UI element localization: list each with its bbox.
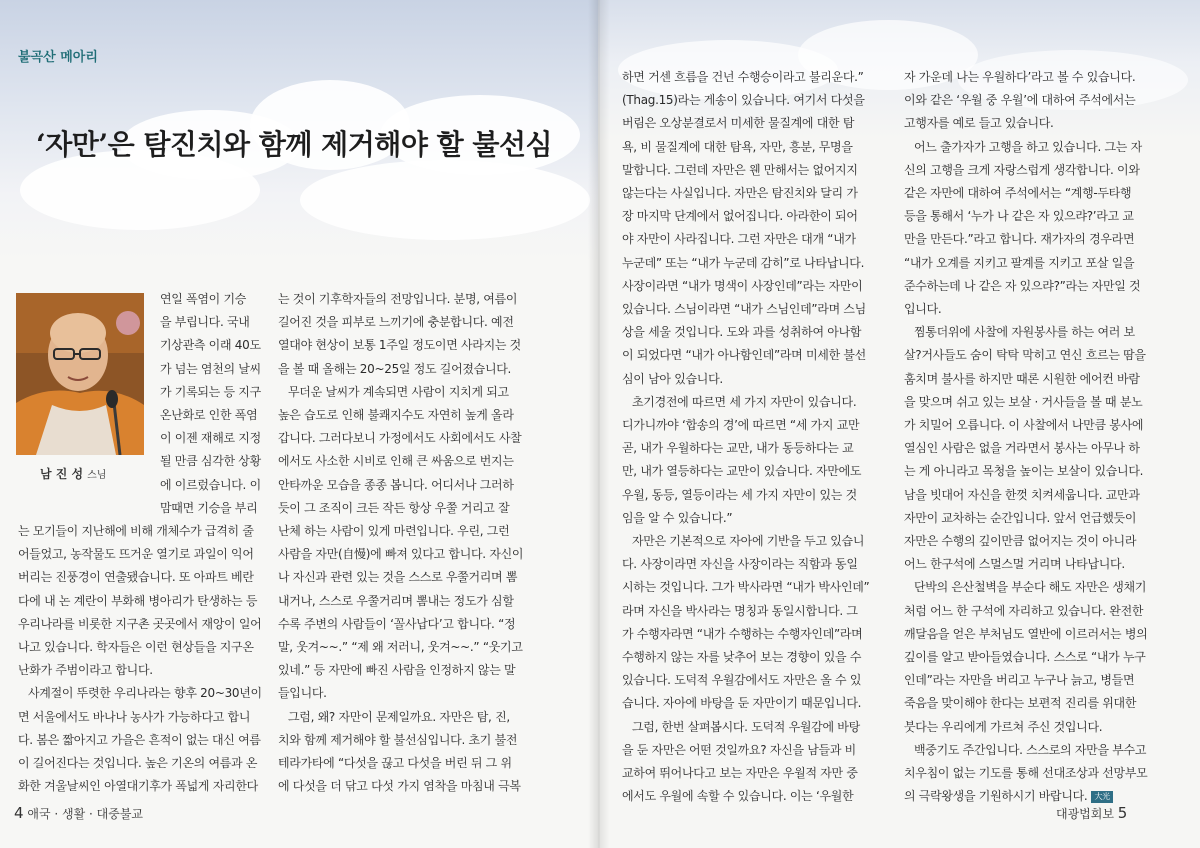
text-line: 누군데” 또는 “내가 누군데 감히”로 나타납니다. xyxy=(622,255,865,270)
text-line: 초기경전에 따르면 세 가지 자만이 있습니다. xyxy=(632,394,857,409)
text-line: 훔치며 불사를 하지만 때론 시원한 에어컨 바람 xyxy=(904,371,1140,386)
text-line: 무더운 날씨가 계속되면 사람이 지치게 되고 xyxy=(288,384,509,399)
text-line: 는 모기들이 지난해에 비해 개체수가 급격히 줄 xyxy=(18,524,254,539)
text-line: 나고 있습니다. 학자들은 이런 현상들을 지구온 xyxy=(18,640,254,655)
text-line: 있습니다. 도덕적 우월감에서도 자만은 올 수 있 xyxy=(622,673,862,688)
text-line-last: 의 극락왕생을 기원하시기 바랍니다. xyxy=(904,789,1088,804)
text-line: 치와 함께 제거해야 할 불선심입니다. 초기 불전 xyxy=(278,732,518,747)
text-line: 그럼, 한번 살펴봅시다. 도덕적 우월감에 바탕 xyxy=(632,719,860,734)
text-line: 테라가타에 “다섯을 끊고 다섯을 버린 뒤 그 위 xyxy=(278,756,512,771)
text-line: 열대야 현상이 보통 1주일 정도이면 사라지는 것 xyxy=(278,338,521,353)
text-line: 죽음을 맞이해야 한다는 보편적 진리를 위대한 xyxy=(904,696,1137,711)
text-line: 어느 출가자가 고행을 하고 있습니다. 그는 자 xyxy=(914,139,1142,154)
text-line: 이 길어진다는 것입니다. 높은 기온의 여름과 온 xyxy=(18,756,258,771)
text-line: 난체 하는 사람이 있게 마련입니다. 우린, 그런 xyxy=(278,524,510,539)
text-line: 인데”라는 자만을 버리고 누구나 늙고, 병들면 xyxy=(904,673,1135,688)
text-line: 가 수행자라면 “내가 수행하는 수행자인데”라며 xyxy=(622,626,863,641)
text-line: 있네.” 등 자만에 빠진 사람을 인정하지 않는 말 xyxy=(278,663,516,678)
series-label: 불곡산 메아리 xyxy=(18,50,98,65)
text-line: 디가니까야 ‘합송의 경’에 따르면 “세 가지 교만 xyxy=(622,418,860,433)
text-line: 을 맞으며 쉬고 있는 보살 · 거사들을 볼 때 분노 xyxy=(904,394,1143,409)
text-line: 온난화로 인한 폭염 xyxy=(160,408,258,423)
text-line: 치우침이 없는 기도를 통해 선대조상과 선망부모 xyxy=(904,766,1148,781)
right-page xyxy=(598,0,1200,848)
text-line: 가 기록되는 등 지구 xyxy=(160,384,261,399)
text-line: 않는다는 사실입니다. 자만은 탐진치와 달리 가 xyxy=(622,186,858,201)
page-number-left: 4 xyxy=(14,804,24,822)
text-line: 준수하는데 나 같은 자 있으랴?”라는 자만일 것 xyxy=(904,278,1141,293)
text-line: 는 것이 기후학자들의 전망입니다. 분명, 여름이 xyxy=(278,292,518,306)
text-line: 내거나, 스스로 우쭐거리며 뽐내는 정도가 심할 xyxy=(278,593,514,608)
text-line: 될 만큼 심각한 상황 xyxy=(160,454,261,469)
text-line: 는 게 아니라고 목청을 높이는 보살이 있습니다. xyxy=(904,464,1144,479)
text-line: 듯이 그 조직이 크든 작든 항상 우쭐 거리고 잘 xyxy=(278,500,510,515)
text-line: (Thag.15)라는 게송이 있습니다. 여기서 다섯을 xyxy=(622,93,865,108)
text-line: 열심인 사람은 없을 거라면서 봉사는 아무나 하 xyxy=(904,441,1140,456)
text-line: 길어진 것을 피부로 느끼기에 충분합니다. 예전 xyxy=(278,315,514,330)
text-line: 면 서울에서도 바나나 농사가 가능하다고 합니 xyxy=(18,709,251,724)
text-line: 어느 한구석에 스멀스멀 거리며 나타납니다. xyxy=(904,557,1125,572)
text-line: 심이 남아 있습니다. xyxy=(622,371,723,386)
text-line: 단박의 은산철벽을 부순다 해도 자만은 생채기 xyxy=(914,580,1147,595)
left-page xyxy=(0,0,598,848)
text-line: 기상관측 이래 40도 xyxy=(160,338,261,353)
right-footer xyxy=(1056,804,1127,822)
text-line: 곧, 내가 우월하다는 교만, 내가 동등하다는 교 xyxy=(622,441,854,456)
text-line: 자만은 기본적으로 자아에 기반을 두고 있습니 xyxy=(632,534,865,549)
right-column-2 xyxy=(904,66,1166,809)
text-line: 습니다. 자아에 바탕을 둔 자만이기 때문입니다. xyxy=(622,696,862,711)
text-line: 에 다섯을 더 닦고 다섯 가지 염착을 마침내 극복 xyxy=(278,779,521,794)
text-line: 만, 내가 열등하다는 교만이 있습니다. 자만에도 xyxy=(622,464,862,479)
text-line: 시하는 것입니다. 그가 박사라면 “내가 박사인데” xyxy=(622,580,870,595)
left-footer xyxy=(14,804,143,822)
text-line: 을 볼 때 올해는 20~25일 정도 길어졌습니다. xyxy=(278,361,512,376)
text-line: 수행하지 않는 자를 낮추어 보는 경향이 있을 수 xyxy=(622,650,862,665)
book-gutter-shadow xyxy=(588,0,610,848)
text-line: 수록 주변의 사람들이 ‘꼴사납다’고 합니다. “정 xyxy=(278,616,516,631)
text-line: 찜통더위에 사찰에 자원봉사를 하는 여러 보 xyxy=(914,325,1135,340)
text-line: 가 넘는 염천의 날씨 xyxy=(160,361,261,376)
page-number-right: 5 xyxy=(1117,804,1128,822)
text-line: 난화가 주범이라고 합니다. xyxy=(18,663,153,678)
text-line: 버림은 오상분결로서 미세한 물질계에 대한 탐 xyxy=(622,116,855,131)
text-line: 을 부립니다. 국내 xyxy=(160,315,250,330)
left-column-1 xyxy=(18,288,266,798)
text-line: 높은 습도로 인해 불쾌지수도 자연히 높게 올라 xyxy=(278,408,514,423)
text-line: 하면 거센 흐름을 건넌 수행승이라고 불리운다.” xyxy=(622,70,864,84)
footer-section-text: 애국 · 생활 · 대중불교 xyxy=(27,807,143,821)
text-line: 우월, 동등, 열등이라는 세 가지 자만이 있는 것 xyxy=(622,487,857,502)
text-line: 에서도 우월에 속할 수 있습니다. 이는 ‘우월한 xyxy=(622,789,854,804)
text-line: 사람을 자만(自慢)에 빠져 있다고 합니다. 자신이 xyxy=(278,547,524,562)
text-line: 상을 세울 것입니다. 도와 과를 성취하여 아나함 xyxy=(622,325,862,340)
text-line: 가 치밀어 오릅니다. 이 사찰에서 나만큼 봉사에 xyxy=(904,418,1144,433)
text-line: 어들었고, 농작물도 뜨거운 열기로 과일이 익어 xyxy=(18,547,254,562)
text-line: 이와 같은 ‘우월 중 우월’에 대하여 주석에서는 xyxy=(904,93,1136,108)
text-line: 들입니다. xyxy=(278,686,327,701)
text-line: 다. 봄은 짧아지고 가을은 흔적이 없는 대신 여름 xyxy=(18,732,261,747)
right-column-1 xyxy=(622,66,884,809)
text-line: 이 이젠 재해로 지정 xyxy=(160,431,261,446)
text-line: 에서도 사소한 시비로 인해 큰 싸움으로 번지는 xyxy=(278,454,514,469)
text-line: 을 둔 자만은 어떤 것일까요? 자신을 남들과 비 xyxy=(622,742,856,757)
text-line: 자 가운데 나는 우월하다’라고 볼 수 있습니다. xyxy=(904,70,1136,84)
text-line: 신의 고행을 크게 자랑스럽게 생각합니다. 이와 xyxy=(904,162,1140,177)
text-line: 장 마지막 단계에서 없어집니다. 아라한이 되어 xyxy=(622,209,858,224)
text-line: 자만은 수행의 깊이만큼 없어지는 것이 아니라 xyxy=(904,534,1137,549)
text-line: 연일 폭염이 기승 xyxy=(160,292,247,306)
author-name: 남 진 성 xyxy=(40,467,84,481)
author-title: 스님 xyxy=(87,470,107,481)
text-line: 그럼, 왜? 자만이 문제일까요. 자만은 탐, 진, xyxy=(288,709,510,724)
text-line: 말, 웃겨~~.” “제 왜 저러니, 웃겨~~.” “웃기고 xyxy=(278,640,523,655)
text-line: “내가 오계를 지키고 팔계를 지키고 포살 일을 xyxy=(904,255,1135,270)
text-line: 살?거사들도 숨이 탁탁 막히고 연신 흐르는 땀을 xyxy=(904,348,1146,363)
text-line: 욕, 비 물질계에 대한 탐욕, 자만, 흥분, 무명을 xyxy=(622,139,853,154)
article-title: ‘자만’은 탐진치와 함께 제거해야 할 불선심 xyxy=(36,128,553,161)
text-line: 나 자신과 관련 있는 것을 스스로 우쭐거리며 뽐 xyxy=(278,570,518,585)
text-line: 백중기도 주간입니다. 스스로의 자만을 부수고 xyxy=(914,742,1147,757)
end-mark-stamp: 大光 xyxy=(1091,791,1112,803)
text-line: 고행자를 예로 들고 있습니다. xyxy=(904,116,1054,131)
text-line: 사장이라면 “내가 명색이 사장인데”라는 자만이 xyxy=(622,278,863,293)
text-line: 같은 자만에 대하여 주석에서는 “계행-두타행 xyxy=(904,186,1132,201)
text-line: 임을 알 수 있습니다.” xyxy=(622,510,733,525)
text-line: 있습니다. 스님이라면 “내가 스님인데”라며 스님 xyxy=(622,302,866,317)
text-line: 이 되었다면 “내가 아나함인데”라며 미세한 불선 xyxy=(622,348,866,363)
text-line: 맘때면 기승을 부리 xyxy=(160,500,258,515)
text-line: 남을 빗대어 자신을 한껏 치켜세웁니다. 교만과 xyxy=(904,487,1140,502)
text-line: 갑니다. 그러다보니 가정에서도 사회에서도 사찰 xyxy=(278,431,522,446)
text-line: 교하여 뛰어나다고 보는 자만은 우월적 자만 중 xyxy=(622,766,858,781)
text-line: 사계절이 뚜렷한 우리나라는 향후 20~30년이 xyxy=(28,686,262,701)
text-line: 버리는 진풍경이 연출됐습니다. 또 아파트 베란 xyxy=(18,570,254,585)
left-column-2 xyxy=(278,288,526,798)
text-line: 안타까운 모습을 종종 봅니다. 어디서나 그러하 xyxy=(278,477,514,492)
text-line: 만을 만든다.”라고 합니다. 재가자의 경우라면 xyxy=(904,232,1135,247)
text-line: 화한 겨울날씨인 아열대기후가 폭넓게 자리한다 xyxy=(18,779,258,794)
text-line: 깊이를 알고 받아들였습니다. 스스로 “내가 누구 xyxy=(904,650,1146,665)
footer-publication-name: 대광법회보 xyxy=(1056,807,1114,821)
text-line: 입니다. xyxy=(904,302,942,317)
text-line: 우리나라를 비롯한 지구촌 곳곳에서 재앙이 일어 xyxy=(18,616,262,631)
text-line: 말합니다. 그런데 자만은 웬 만해서는 없어지지 xyxy=(622,162,858,177)
text-line: 자만이 교차하는 순간입니다. 앞서 언급했듯이 xyxy=(904,510,1137,525)
text-line: 다. 사장이라면 자신을 사장이라는 직함과 동일 xyxy=(622,557,858,572)
text-line: 처럼 어느 한 구석에 자리하고 있습니다. 완전한 xyxy=(904,603,1144,618)
text-line: 붓다는 우리에게 가르쳐 주신 것입니다. xyxy=(904,719,1103,734)
text-line: 다에 내 논 계란이 부화해 병아리가 탄생하는 등 xyxy=(18,593,258,608)
text-line: 라며 자신을 박사라는 명칭과 동일시합니다. 그 xyxy=(622,603,858,618)
text-line: 등을 통해서 ‘누가 나 같은 자 있으랴?’라고 교 xyxy=(904,209,1134,224)
text-line: 깨달음을 얻은 부처님도 열반에 이르러서는 병의 xyxy=(904,626,1148,641)
text-line: 에 이르렀습니다. 이 xyxy=(160,477,261,492)
text-line: 야 자만이 사라집니다. 그런 자만은 대개 “내가 xyxy=(622,232,856,247)
